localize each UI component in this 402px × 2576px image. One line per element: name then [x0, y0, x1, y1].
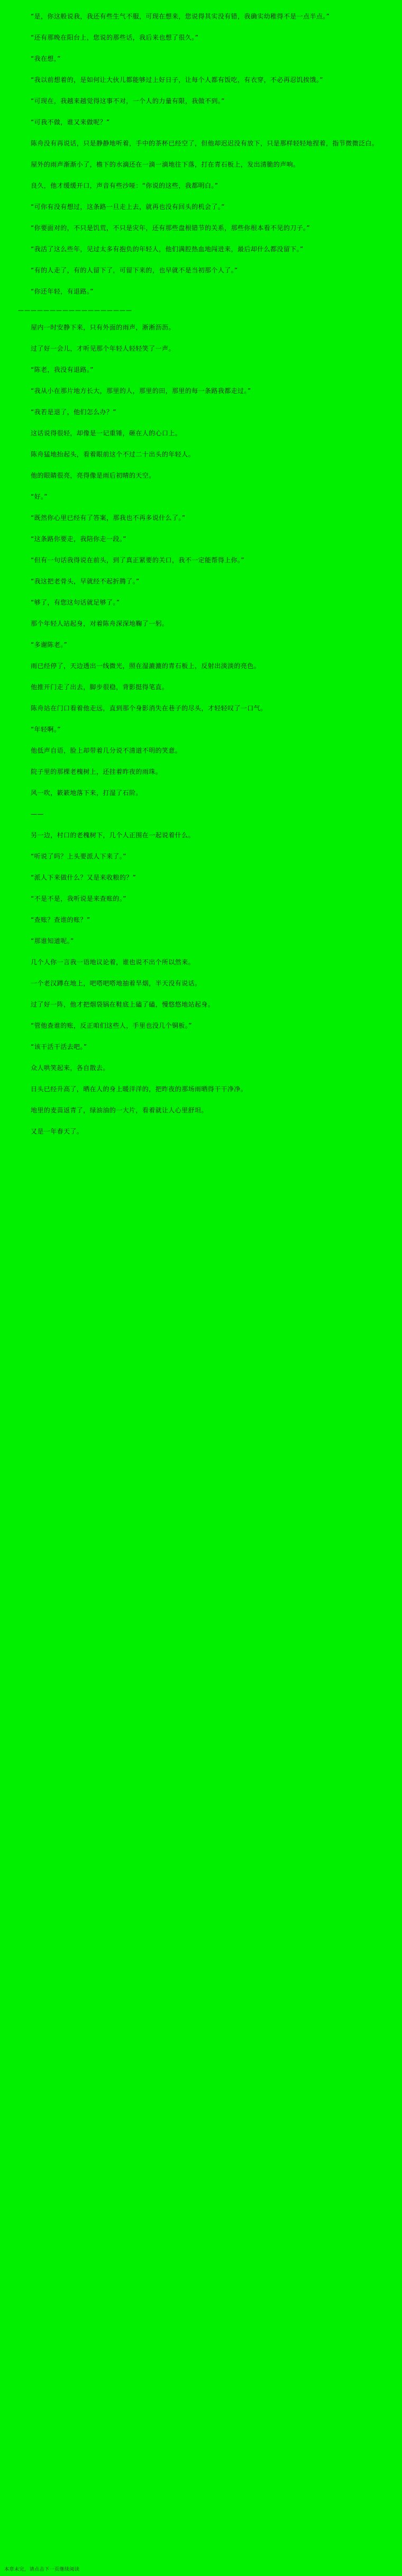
paragraph: “那谁知道呢。”: [31, 937, 74, 945]
paragraph: 过了好一会儿，才听见那个年轻人轻轻笑了一声。: [31, 345, 175, 352]
paragraph: 他低声自语，脸上却带着几分说不清道不明的笑意。: [31, 747, 182, 754]
paragraph: 那个年轻人站起身，对着陈舟深深地鞠了一躬。: [31, 620, 169, 627]
paragraph: “还有那晚在阳台上，您说的那些话，我后来也想了很久。”: [31, 34, 199, 41]
paragraph: “陈老，我没有退路。”: [31, 366, 94, 373]
paragraph: 日头已经升高了，晒在人的身上暖洋洋的，把昨夜的那场雨晒得干干净净。: [31, 1085, 248, 1093]
paragraph: “多谢陈老。”: [31, 641, 68, 648]
paragraph: 他的眼睛很亮，亮得像是雨后初晴的天空。: [31, 472, 156, 479]
paragraph: 院子里的那棵老槐树上，还挂着昨夜的雨珠。: [31, 768, 162, 775]
paragraph: “可现在，我越来越觉得这事不对，一个人的力量有限，我做不到。”: [31, 97, 225, 105]
paragraph: 良久，他才缓缓开口，声音有些沙哑：“你说的这些，我都明白。”: [31, 182, 218, 189]
paragraph: “我以前想着的，是如何让大伙儿都能够过上好日子，让每个人都有饭吃，有衣穿，不必再忍饥挨饿。”: [31, 76, 323, 84]
paragraph: ——: [31, 810, 44, 818]
paragraph: 众人哄笑起来，各自散去。: [31, 1064, 109, 1072]
paragraph: 陈舟没有再说话，只是静静地听着，手中的茶杯已经空了，但他却迟迟没有放下，只是那样轻轻地捏着，指节微微泛白。: [31, 140, 379, 147]
paragraph: “你还年轻，有退路。”: [31, 288, 94, 295]
paragraph: “管他查谁的账，反正咱们这些人，手里也没几个铜板。”: [31, 1022, 192, 1029]
paragraph: “好。”: [31, 493, 48, 500]
paragraph: 地里的麦苗返青了，绿油油的一大片，看着就让人心里舒坦。: [31, 1107, 208, 1114]
paragraph: “你要面对的，不只是饥荒，不只是灾年，还有那些盘根错节的关系，那些你根本看不见的刀子。”: [31, 224, 310, 232]
paragraph: 屋内一时安静下来，只有外面的雨声，淅淅沥沥。: [31, 324, 175, 331]
paragraph: “不是不是，我听说是来查账的。”: [31, 895, 126, 902]
paragraph: 这话说得很轻，却像是一记重锤，砸在人的心口上。: [31, 430, 182, 437]
paragraph: “既然你心里已经有了答案，那我也不再多说什么了。”: [31, 514, 186, 522]
paragraph: “我若是退了，他们怎么办？”: [31, 408, 117, 416]
paragraph: “该干活干活去吧。”: [31, 1043, 87, 1051]
paragraph: “可你有没有想过，这条路一旦走上去，就再也没有回头的机会了。”: [31, 203, 225, 211]
paragraph: “可我不做，谁又来做呢？”: [31, 118, 110, 126]
paragraph: “我从小在那片地方长大，那里的人，那里的田，那里的每一条路我都走过。”: [31, 387, 251, 395]
paragraph: “是，你这般说我，我还有些生气不服，可现在想来，您说得其实没有错，我确实幼稚得不是一点半点。”: [31, 13, 330, 20]
paragraph: 又是一年春天了。: [31, 1128, 84, 1135]
paragraph: 陈舟站在门口看着他走远，直到那个身影消失在巷子的尽头，才轻轻叹了一口气。: [31, 705, 267, 712]
paragraph: “这条路你要走，我陪你走一段。”: [31, 535, 126, 543]
paragraph: “派人下来做什么？又是来收粮的？”: [31, 874, 136, 881]
paragraph: 他推开门走了出去，脚步很稳，背影挺得笔直。: [31, 683, 169, 691]
paragraph: 陈舟猛地抬起头，看着眼前这个不过二十出头的年轻人。: [31, 451, 195, 458]
paragraph: “但有一句话我得说在前头，到了真正紧要的关口，我不一定能帮得上你。”: [31, 556, 245, 564]
paragraph: “我在想，”: [31, 55, 61, 62]
paragraph: 另一边，村口的老槐树下，几个人正围在一起说着什么。: [31, 832, 195, 839]
paragraph: “我活了这么些年，见过太多有抱负的年轻人，他们满腔热血地闯进来，最后却什么都没留下。”: [31, 245, 304, 253]
paragraph: 过了好一阵，他才把烟袋锅在鞋底上磕了磕，慢悠悠地站起身。: [31, 1001, 215, 1008]
paragraph: 几个人你一言我一语地议论着，谁也说不出个所以然来。: [31, 958, 195, 966]
paragraph: “听说了吗？上头要派人下来了。”: [31, 853, 126, 860]
paragraph: 雨已经停了，天边透出一线微光，照在湿漉漉的青石板上，反射出淡淡的亮色。: [31, 662, 261, 670]
paragraph: “查账？查谁的账？”: [31, 916, 90, 924]
paragraph: “年轻啊。”: [31, 726, 61, 733]
paragraph: “我这把老骨头，早就经不起折腾了。”: [31, 578, 140, 585]
paragraph: 屋外的雨声渐渐小了，檐下的水滴还在一滴一滴地往下落，打在青石板上，发出清脆的声响。: [31, 161, 300, 168]
page-footer-note: 本章未完，请点击下一页继续阅读: [4, 2567, 80, 2572]
paragraph: “够了，有您这句话就足够了。”: [31, 599, 120, 606]
paragraph: “有的人走了，有的人留下了，可留下来的，也早就不是当初那个人了。”: [31, 267, 238, 274]
paragraph: 一个老汉蹲在地上，吧嗒吧嗒地抽着旱烟，半天没有说话。: [31, 980, 202, 987]
section-separator: ——————————————————: [18, 307, 132, 314]
paragraph: 风一吹，簌簌地落下来，打湿了石阶。: [31, 789, 142, 797]
